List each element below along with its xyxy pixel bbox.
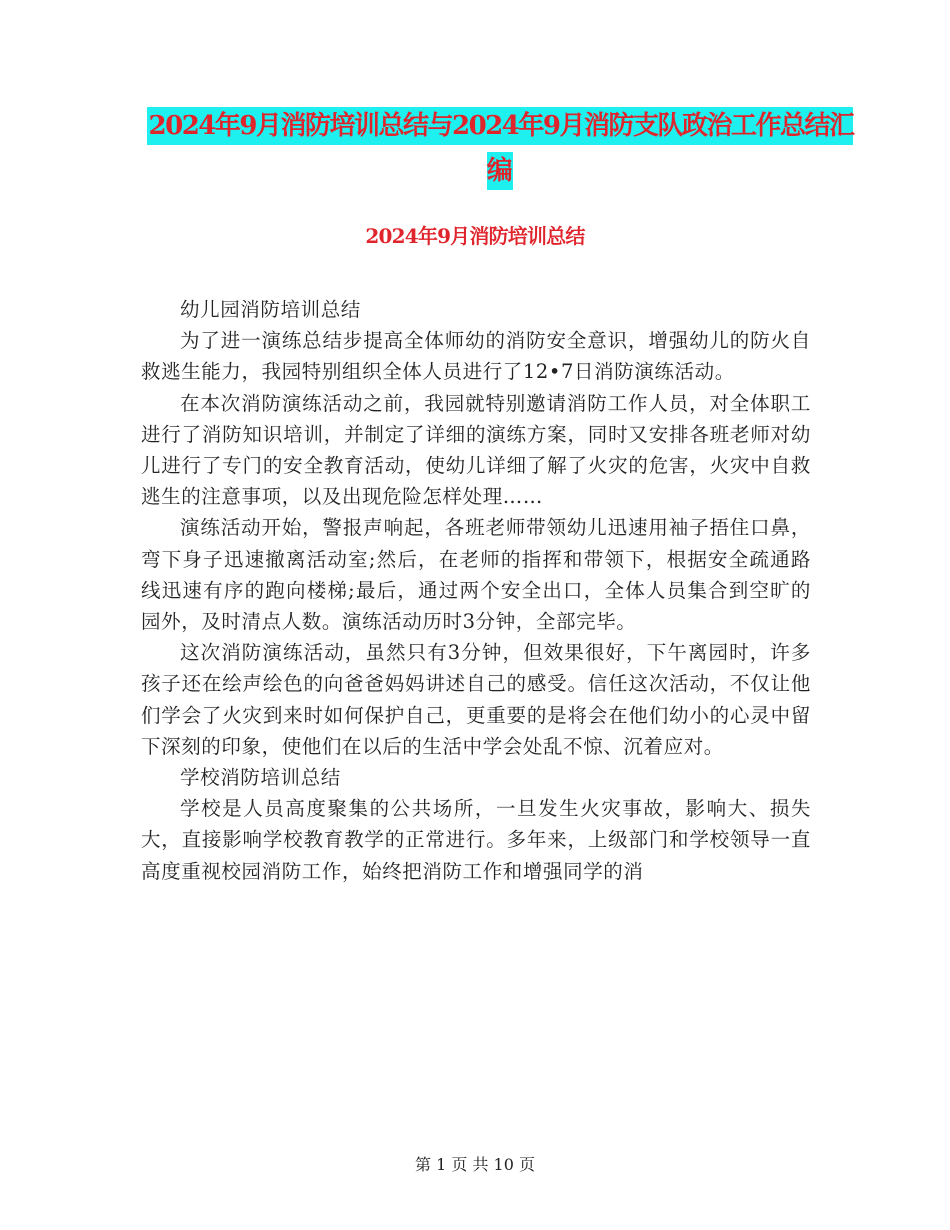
paragraph: 演练活动开始，警报声响起，各班老师带领幼儿迅速用袖子捂住口鼻，弯下身子迅速撤离活动室;然后，在老师的指挥和带领下，根据安全疏通路线迅速有序的跑向楼梯;最后，通过两个安全出口，全体人员集合到空旷的园外，及时清点人数。演练活动历时3分钟，全部完毕。 bbox=[141, 516, 811, 634]
paragraph: 学校是人员高度聚集的公共场所，一旦发生火灾事故，影响大、损失大，直接影响学校教育教学的正常进行。多年来，上级部门和学校领导一直高度重视校园消防工作，始终把消防工作和增强同学的消 bbox=[141, 797, 811, 883]
document-title-text: 2024年9月消防培训总结与2024年9月消防支队政治工作总结汇编 bbox=[147, 107, 854, 190]
page-footer: 第 1 页 共 10 页 bbox=[415, 1155, 535, 1174]
paragraph-heading-kindergarten: 幼儿园消防培训总结 bbox=[180, 298, 361, 321]
section-title: 2024年9月消防培训总结 bbox=[365, 224, 585, 248]
paragraph: 为了进一演练总结步提高全体师幼的消防安全意识，增强幼儿的防火自救逃生能力，我园特别组织全体人员进行了12•7日消防演练活动。 bbox=[141, 329, 811, 384]
paragraph: 这次消防演练活动，虽然只有3分钟，但效果很好，下午离园时，许多孩子还在绘声绘色的向爸爸妈妈讲述自己的感受。信任这次活动，不仅让他们学会了火灾到来时如何保护自己，更重要的是将会在他们幼小的心灵中留下深刻的印象，使他们在以后的生活中学会处乱不惊、沉着应对。 bbox=[141, 641, 811, 758]
document-title bbox=[140, 104, 860, 194]
paragraph: 在本次消防演练活动之前，我园就特别邀请消防工作人员，对全体职工进行了消防知识培训，并制定了详细的演练方案，同时又安排各班老师对幼儿进行了专门的安全教育活动，使幼儿详细了解了火灾的危害，火灾中自救逃生的注意事项，以及出现危险怎样处理…… bbox=[141, 391, 811, 509]
paragraph-heading-school: 学校消防培训总结 bbox=[180, 766, 341, 790]
document-body bbox=[141, 294, 811, 887]
